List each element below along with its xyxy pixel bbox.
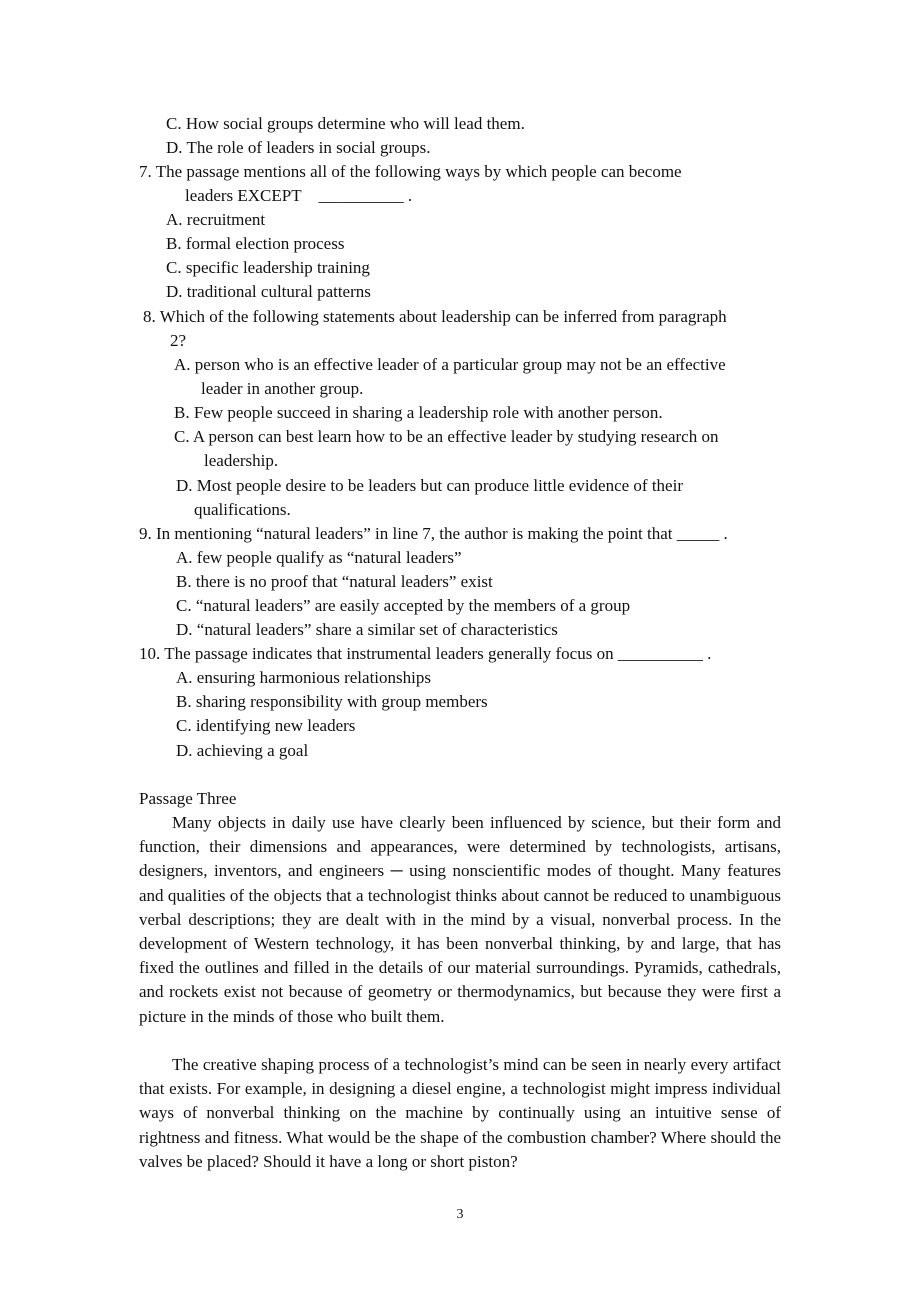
paragraph-1-text: Many objects in daily use have clearly been influenced by science, but their form and function, their dimensions and appearances, were determined by technologists, artisans, designers, inventors, and engineers ─ using nonscientific modes of thought. Many features and qualities of the objects that a technologist thinks about cannot be reduced to unambiguous verbal descriptions; they are dealt with in the mind by a visual, nonverbal process. In the development of Western technology, it has been nonverbal thinking, by and large, that has fixed the outlines and filled in the details of our material surroundings. Pyramids, cathedrals, and rockets exist not because of geometry or thermodynamics, but because they were first a picture in the minds of those who built them.	[139, 813, 781, 1026]
q7-option-b: B. formal election process	[166, 234, 345, 253]
q10-stem: 10. The passage indicates that instrumental leaders generally focus on __________ .	[139, 644, 712, 663]
q7-option-d: D. traditional cultural patterns	[166, 282, 371, 301]
q9-option-b: B. there is no proof that “natural leaders” exist	[176, 572, 493, 591]
q10-option-a: A. ensuring harmonious relationships	[176, 668, 431, 687]
q8-option-d-line1: D. Most people desire to be leaders but can produce little evidence of their	[176, 476, 683, 495]
passage-three-paragraph-1	[139, 811, 781, 1029]
q8-option-c-line1: C. A person can best learn how to be an effective leader by studying research on	[174, 427, 719, 446]
page-number: 3	[456, 1207, 464, 1222]
q8-option-d-line2: qualifications.	[194, 500, 291, 519]
q8-option-b: B. Few people succeed in sharing a leadership role with another person.	[174, 403, 663, 422]
q8-stem-line2: 2?	[170, 331, 187, 350]
q6-option-c: C. How social groups determine who will lead them.	[166, 114, 525, 133]
q6-option-d: D. The role of leaders in social groups.	[166, 138, 431, 157]
q7-option-c: C. specific leadership training	[166, 258, 370, 277]
q8-option-a-line2: leader in another group.	[201, 379, 364, 398]
q8-option-a-line1: A. person who is an effective leader of a particular group may not be an effective	[174, 355, 726, 374]
q10-option-d: D. achieving a goal	[176, 741, 309, 760]
q8-stem-line1: 8. Which of the following statements about leadership can be inferred from paragraph	[143, 307, 727, 326]
q9-option-d: D. “natural leaders” share a similar set of characteristics	[176, 620, 558, 639]
paragraph-2-text: The creative shaping process of a technologist’s mind can be seen in nearly every artifact that exists. For example, in designing a diesel engine, a technologist might impress individual ways of nonverbal thinking on the machine by continually using an intuitive sense of rightness and fitness. What would be the shape of the combustion chamber? Where should the valves be placed? Should it have a long or short piston?	[139, 1055, 781, 1171]
passage-three-paragraph-2	[139, 1053, 781, 1174]
q10-option-c: C. identifying new leaders	[176, 716, 356, 735]
q9-option-a: A. few people qualify as “natural leaders”	[176, 548, 462, 567]
q9-stem: 9. In mentioning “natural leaders” in line 7, the author is making the point that _____ .	[139, 524, 728, 543]
q8-option-c-line2: leadership.	[204, 451, 279, 470]
q7-stem-line2: leaders EXCEPT __________ .	[185, 186, 413, 205]
passage-three-heading: Passage Three	[139, 789, 237, 808]
q7-stem-line1: 7. The passage mentions all of the following ways by which people can become	[139, 162, 682, 181]
q9-option-c: C. “natural leaders” are easily accepted by the members of a group	[176, 596, 631, 615]
q7-option-a: A. recruitment	[166, 210, 266, 229]
q10-option-b: B. sharing responsibility with group members	[176, 692, 488, 711]
